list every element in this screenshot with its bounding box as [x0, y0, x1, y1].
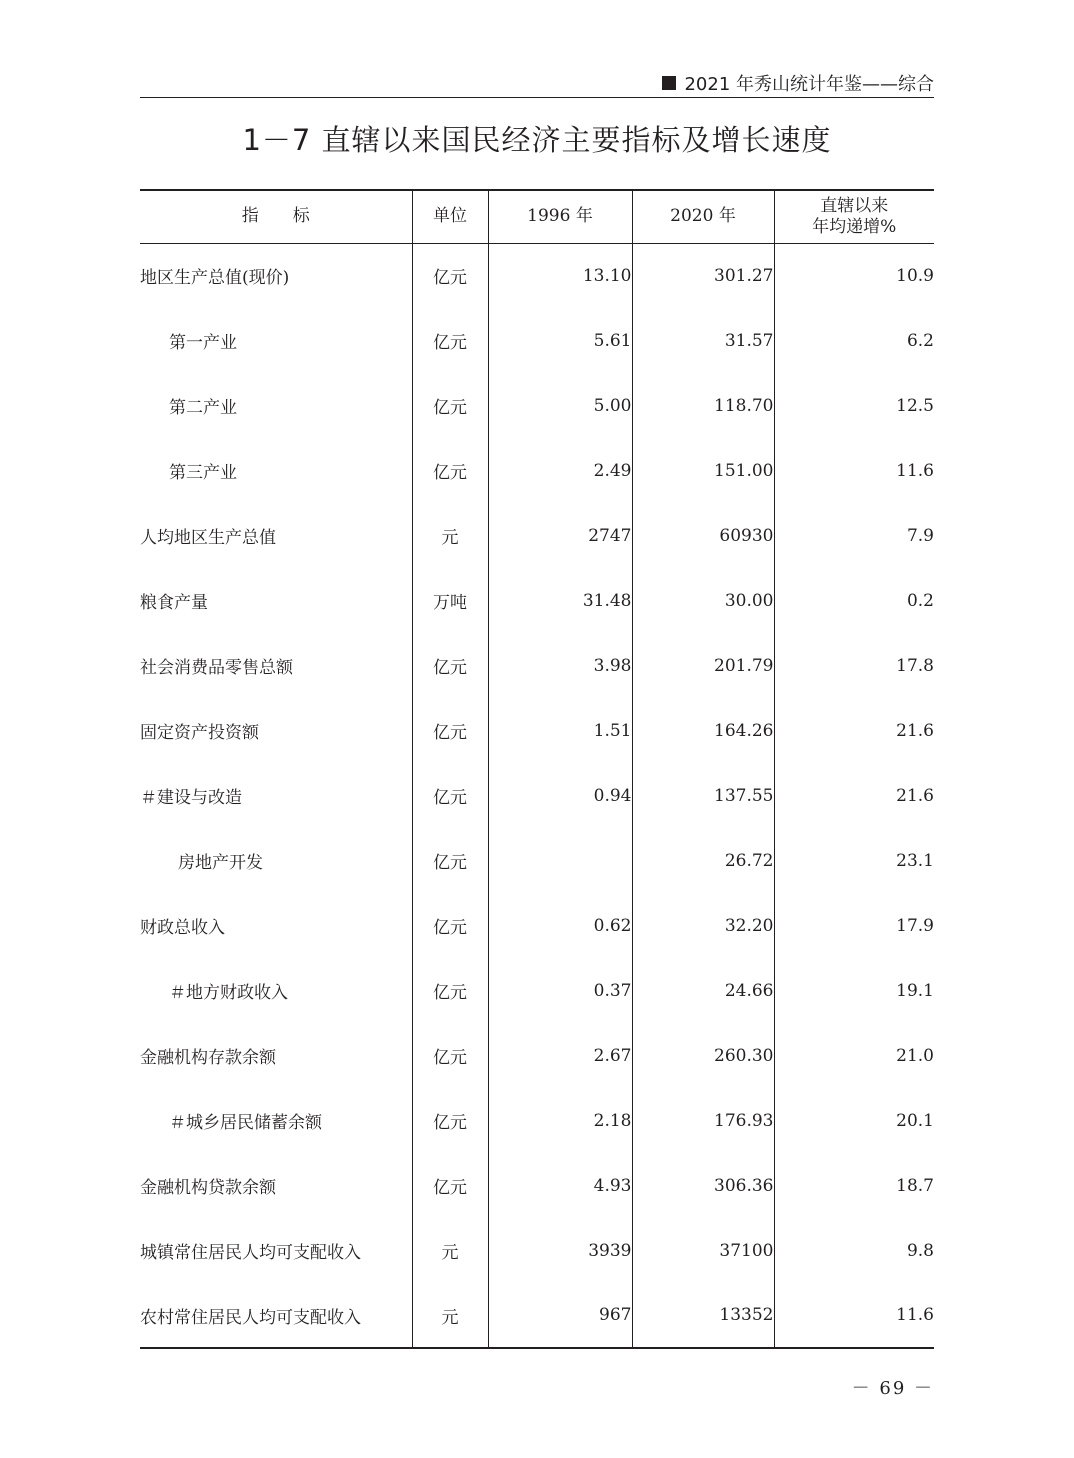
- column-header-growth: [774, 190, 934, 243]
- table-row: [140, 958, 934, 1023]
- page-number: － 69 －: [851, 1378, 934, 1399]
- value-1996-cell: 2747: [488, 503, 632, 568]
- unit-cell: 亿元: [412, 828, 488, 893]
- table-row: [140, 893, 934, 958]
- value-2020-cell: 176.93: [632, 1088, 774, 1153]
- value-1996-cell: 1.51: [488, 698, 632, 763]
- value-1996-cell: 31.48: [488, 568, 632, 633]
- indicator-cell: 金融机构存款余额: [140, 1023, 412, 1088]
- indicator-cell: 城镇常住居民人均可支配收入: [140, 1218, 412, 1283]
- value-1996-cell: 4.93: [488, 1153, 632, 1218]
- value-2020-cell: 201.79: [632, 633, 774, 698]
- column-header-2020: 2020 年: [632, 190, 774, 243]
- unit-cell: 元: [412, 1283, 488, 1348]
- indicator-cell: ＃地方财政收入: [140, 958, 412, 1023]
- square-icon: [662, 76, 676, 90]
- indicator-cell: 社会消费品零售总额: [140, 633, 412, 698]
- table-row: [140, 1283, 934, 1348]
- growth-cell: 9.8: [906, 1240, 934, 1261]
- growth-cell: 23.1: [896, 850, 934, 871]
- value-2020-cell: 164.26: [632, 698, 774, 763]
- unit-cell: 亿元: [412, 1153, 488, 1218]
- value-1996-cell: 2.49: [488, 438, 632, 503]
- value-2020-cell: 26.72: [632, 828, 774, 893]
- table-row: [140, 438, 934, 503]
- value-2020-cell: 301.27: [632, 243, 774, 308]
- value-1996-cell: 2.18: [488, 1088, 632, 1153]
- indicator-cell: ＃城乡居民储蓄余额: [140, 1088, 412, 1153]
- unit-cell: 亿元: [412, 763, 488, 828]
- growth-cell: 19.1: [896, 980, 934, 1001]
- unit-cell: 亿元: [412, 438, 488, 503]
- table-row: [140, 243, 934, 308]
- unit-cell: 万吨: [412, 568, 488, 633]
- unit-cell: 亿元: [412, 698, 488, 763]
- value-1996-cell: 0.62: [488, 893, 632, 958]
- value-1996-cell: 13.10: [488, 243, 632, 308]
- header-rule: [140, 97, 934, 98]
- value-2020-cell: 31.57: [632, 308, 774, 373]
- indicator-cell: 粮食产量: [140, 568, 412, 633]
- value-1996-cell: 2.67: [488, 1023, 632, 1088]
- running-header: [662, 70, 934, 96]
- value-1996-cell: 3.98: [488, 633, 632, 698]
- table-row: [140, 698, 934, 763]
- growth-cell: 17.9: [896, 915, 934, 936]
- growth-cell: 6.2: [906, 330, 934, 351]
- growth-cell: 21.6: [896, 785, 934, 806]
- table-row: [140, 828, 934, 893]
- indicator-cell: 第二产业: [140, 373, 412, 438]
- unit-cell: 亿元: [412, 1088, 488, 1153]
- column-header-indicator: 指 标: [140, 190, 412, 243]
- table-row: [140, 1023, 934, 1088]
- growth-cell: 20.1: [896, 1110, 934, 1131]
- table-row: [140, 1218, 934, 1283]
- indicator-cell: 金融机构贷款余额: [140, 1153, 412, 1218]
- table-row: [140, 308, 934, 373]
- unit-cell: 亿元: [412, 893, 488, 958]
- value-1996-cell: 967: [488, 1283, 632, 1348]
- growth-cell: 21.0: [896, 1045, 934, 1066]
- value-2020-cell: 24.66: [632, 958, 774, 1023]
- column-header-growth-line2: 年均递增%: [812, 216, 897, 237]
- value-2020-cell: 137.55: [632, 763, 774, 828]
- value-1996-cell: [488, 828, 632, 893]
- value-1996-cell: 0.94: [488, 763, 632, 828]
- unit-cell: 亿元: [412, 633, 488, 698]
- value-2020-cell: 32.20: [632, 893, 774, 958]
- value-2020-cell: 260.30: [632, 1023, 774, 1088]
- growth-cell: 12.5: [896, 395, 934, 416]
- unit-cell: 亿元: [412, 1023, 488, 1088]
- unit-cell: 亿元: [412, 308, 488, 373]
- page-title: 1－7 直辖以来国民经济主要指标及增长速度: [242, 123, 832, 157]
- value-2020-cell: 30.00: [632, 568, 774, 633]
- value-2020-cell: 60930: [632, 503, 774, 568]
- table-row: [140, 633, 934, 698]
- indicator-cell: 房地产开发: [140, 828, 412, 893]
- growth-cell: 21.6: [896, 720, 934, 741]
- growth-cell: 18.7: [896, 1175, 934, 1196]
- growth-cell: 11.6: [774, 1283, 934, 1348]
- table-row: [140, 373, 934, 438]
- value-2020-cell: 37100: [632, 1218, 774, 1283]
- unit-cell: 元: [412, 503, 488, 568]
- indicator-cell: 地区生产总值(现价): [140, 243, 412, 308]
- growth-cell: 17.8: [896, 655, 934, 676]
- indicator-cell: 第一产业: [140, 308, 412, 373]
- growth-cell: 7.9: [906, 525, 934, 546]
- table-row: [140, 1088, 934, 1153]
- unit-cell: 亿元: [412, 373, 488, 438]
- column-header-1996: 1996 年: [488, 190, 632, 243]
- unit-cell: 亿元: [412, 243, 488, 308]
- value-2020-cell: 13352: [632, 1283, 774, 1348]
- table-row: [140, 1153, 934, 1218]
- indicator-cell: 固定资产投资额: [140, 698, 412, 763]
- column-header-unit: 单位: [412, 190, 488, 243]
- value-2020-cell: 118.70: [632, 373, 774, 438]
- indicators-table: [140, 189, 934, 1349]
- table-row: [140, 503, 934, 568]
- unit-cell: 元: [412, 1218, 488, 1283]
- column-header-growth-line1: 直辖以来: [820, 195, 889, 216]
- value-1996-cell: 0.37: [488, 958, 632, 1023]
- indicator-cell: 财政总收入: [140, 893, 412, 958]
- unit-cell: 亿元: [412, 958, 488, 1023]
- growth-cell: 11.6: [896, 460, 934, 481]
- growth-cell: 10.9: [896, 265, 934, 286]
- value-1996-cell: 3939: [488, 1218, 632, 1283]
- indicator-cell: 农村常住居民人均可支配收入: [140, 1283, 412, 1348]
- growth-cell: 0.2: [906, 590, 934, 611]
- value-2020-cell: 306.36: [632, 1153, 774, 1218]
- table-header-row: [140, 190, 934, 243]
- value-2020-cell: 151.00: [632, 438, 774, 503]
- indicator-cell: 人均地区生产总值: [140, 503, 412, 568]
- value-1996-cell: 5.00: [488, 373, 632, 438]
- running-header-text: 2021 年秀山统计年鉴——综合: [684, 74, 934, 95]
- table-row: [140, 763, 934, 828]
- indicator-cell: 第三产业: [140, 438, 412, 503]
- table-row: [140, 568, 934, 633]
- indicator-cell: ＃建设与改造: [140, 763, 412, 828]
- value-1996-cell: 5.61: [488, 308, 632, 373]
